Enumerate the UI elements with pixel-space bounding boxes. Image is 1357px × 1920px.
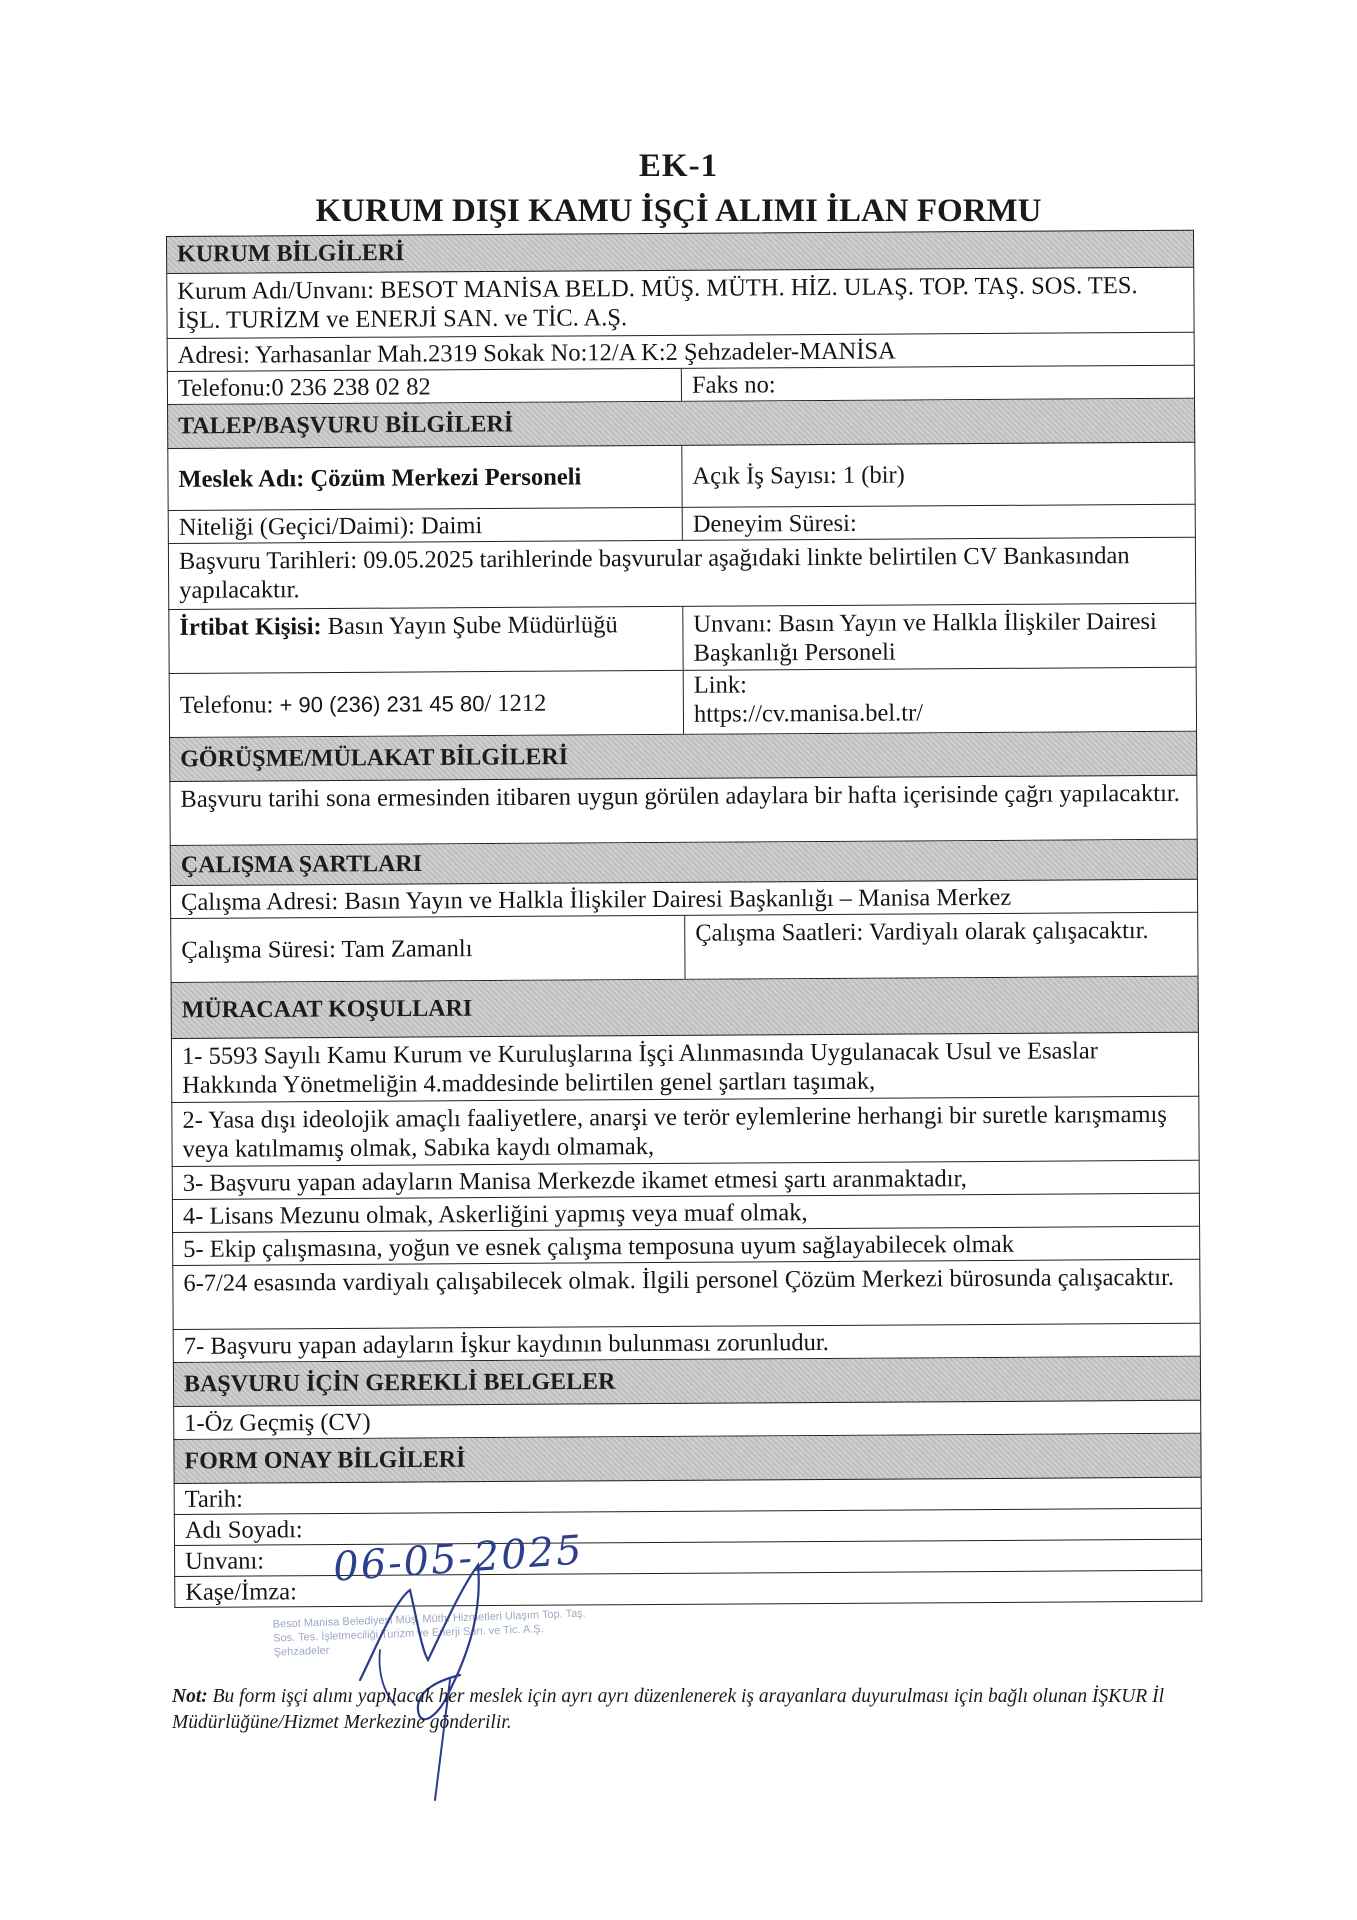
muracaat-item-text: 5- Ekip çalışmasına, yoğun ve esnek çalışma temposuna uyum sağlayabilecek olmak [183,1230,1014,1263]
row-irtibat [168,604,1196,674]
muracaat-item-text: 1- 5593 Sayılı Kamu Kurum ve Kuruluşlarına İşçi Alınmasında Uygulanacak Usul ve Esaslar Hakkında Yönetmeliğin 4.maddesinde belirtilen genel şartları taşımak, [181,1037,1098,1099]
basvuru-link [683,668,1196,734]
muracaat-item-text: 3- Başvuru yapan adayların Manisa Merkezde ikamet etmesi şartı aranmaktadır, [182,1164,967,1197]
calisma-suresi: Çalışma Süresi: Tam Zamanlı [181,935,473,964]
signature-drawing [300,1530,560,1820]
note-label: Not: [172,1686,208,1707]
section-title: MÜRACAAT KOŞULLARI [181,995,473,1023]
section-onay [173,1434,1201,1484]
niteligi: Niteliği (Geçici/Daimi): Daimi [178,511,483,541]
muracaat-item [171,1033,1199,1103]
muracaat-item-text: 7- Başvuru yapan adayların İşkur kaydının bulunması zorunludur. [183,1328,829,1360]
section-title: ÇALIŞMA ŞARTLARI [180,850,423,878]
section-muracaat [171,977,1199,1039]
row-basvuru-tarihleri [168,538,1196,610]
calisma-adresi: Çalışma Adresi: Basın Yayın ve Halkla İlişkiler Dairesi Başkanlığı – Manisa Merkez [180,883,1012,916]
telefon-value: + 90 (236) 231 45 80 [279,691,485,718]
link-label: Link: [693,671,747,699]
section-talep [167,399,1195,449]
note-text: Bu form işçi alımı yapılacak her meslek için ayrı ayrı düzenlenerek iş arayanlara duyurulması için bağlı olunan İŞKUR İl Müdürlüğüne/Hizmet Merkezine gönderilir. [172,1686,1165,1733]
form-code: EK-1 [638,148,719,184]
telefon-ext: / 1212 [484,689,547,718]
muracaat-item [171,1097,1199,1167]
belge-item-text: 1-Öz Geçmiş (CV) [184,1408,371,1437]
deneyim-suresi: Deneyim Süresi: [682,505,1195,540]
meslek-adi: Meslek Adı: Çözüm Merkezi Personeli [178,463,582,493]
row-irtibat-telefon [169,668,1197,738]
irtibat-label: İrtibat Kişisi: [179,613,322,641]
footnote [172,1684,1202,1736]
section-title: GÖRÜŞME/MÜLAKAT BİLGİLERİ [180,743,569,772]
job-posting-form [166,230,1203,1670]
onay-adi-soyadi: Adı Soyadı: [184,1515,303,1544]
irtibat-telefon [170,671,683,737]
handwritten-date: 06-05-2025 [331,1527,585,1591]
basvuru-tarihleri: Başvuru Tarihleri: 09.05.2025 tarihlerinde başvurular aşağıdaki linkte belirtilen CV Bankasından yapılacaktır. [178,542,1130,604]
telefon-label: Telefonu: [179,691,274,719]
irtibat-unvani: Unvanı: Basın Yayın ve Halkla İlişkiler Dairesi Başkanlığı Personeli [682,604,1195,670]
irtibat-kisisi [169,607,682,673]
section-title: BAŞVURU İÇİN GEREKLİ BELGELER [183,1368,616,1397]
muracaat-item-text: 2- Yasa dışı ideolojik amaçlı faaliyetlere, anarşi ve terör eylemlerine herhangi bir suretle karışmamış veya katılmamış olmak, Sabıka kaydı olmamak, [182,1100,1167,1163]
section-title: KURUM BİLGİLERİ [177,240,405,268]
kurum-adi: Kurum Adı/Unvanı: BESOT MANİSA BELD. MÜŞ. MÜTH. HİZ. ULAŞ. TOP. TAŞ. SOS. TES. İŞL. TURİZM ve ENERJİ SAN. ve TİC. A.Ş. [177,272,1138,334]
row-calisma-suresi [170,913,1198,983]
row-kurum-adi [166,268,1194,339]
section-belgeler [173,1357,1201,1407]
section-calisma [170,840,1198,886]
kurum-adres: Adresi: Yarhasanlar Mah.2319 Sokak No:12/A K:2 Şehzadeler-MANİSA [177,337,896,369]
section-title: TALEP/BAŞVURU BİLGİLERİ [178,410,514,439]
row-gorusme [169,776,1197,846]
muracaat-item-text: 6-7/24 esasında vardiyalı çalışabilecek olmak. İlgili personel Çözüm Merkezi bürosunda çalışacaktır. [183,1263,1175,1297]
company-stamp: Besot Manisa Belediyesi Müş. Müth. Hizmetleri Ulaşım Top. Taş. Sos. Tes. İşletmeciliği Turizm ve Enerji San. ve Tic. A.Ş. Şehzadeler [272,1607,586,1659]
irtibat-value: Basın Yayın Şube Müdürlüğü [327,611,618,641]
muracaat-item-text: 4- Lisans Mezunu olmak, Askerliğini yapmış veya muaf olmak, [182,1198,808,1230]
section-gorusme [169,732,1197,782]
kurum-faks: Faks no: [681,366,1194,401]
acik-is-sayisi: Açık İş Sayısı: 1 (bir) [681,443,1194,507]
onay-kase-imza: Kaşe/İmza: [185,1577,297,1606]
section-title: FORM ONAY BİLGİLERİ [184,1446,466,1474]
onay-tarih: Tarih: [184,1485,243,1513]
link-url[interactable]: https://cv.manisa.bel.tr/ [693,699,924,728]
section-kurum [166,230,1194,274]
onay-unvani: Unvanı: [185,1546,265,1575]
gorusme-text: Başvuru tarihi sona ermesinden itibaren uygun görülen adaylara bir hafta içerisinde çağrı yapılacaktır. [180,779,1180,813]
row-meslek [167,443,1195,511]
calisma-saatleri: Çalışma Saatleri: Vardiyalı olarak çalışacaktır. [684,913,1197,979]
muracaat-item [172,1260,1200,1330]
form-title: KURUM DIŞI KAMU İŞÇİ ALIMI İLAN FORMU [315,193,1042,229]
kurum-telefon: Telefonu:0 236 238 02 82 [177,372,431,402]
